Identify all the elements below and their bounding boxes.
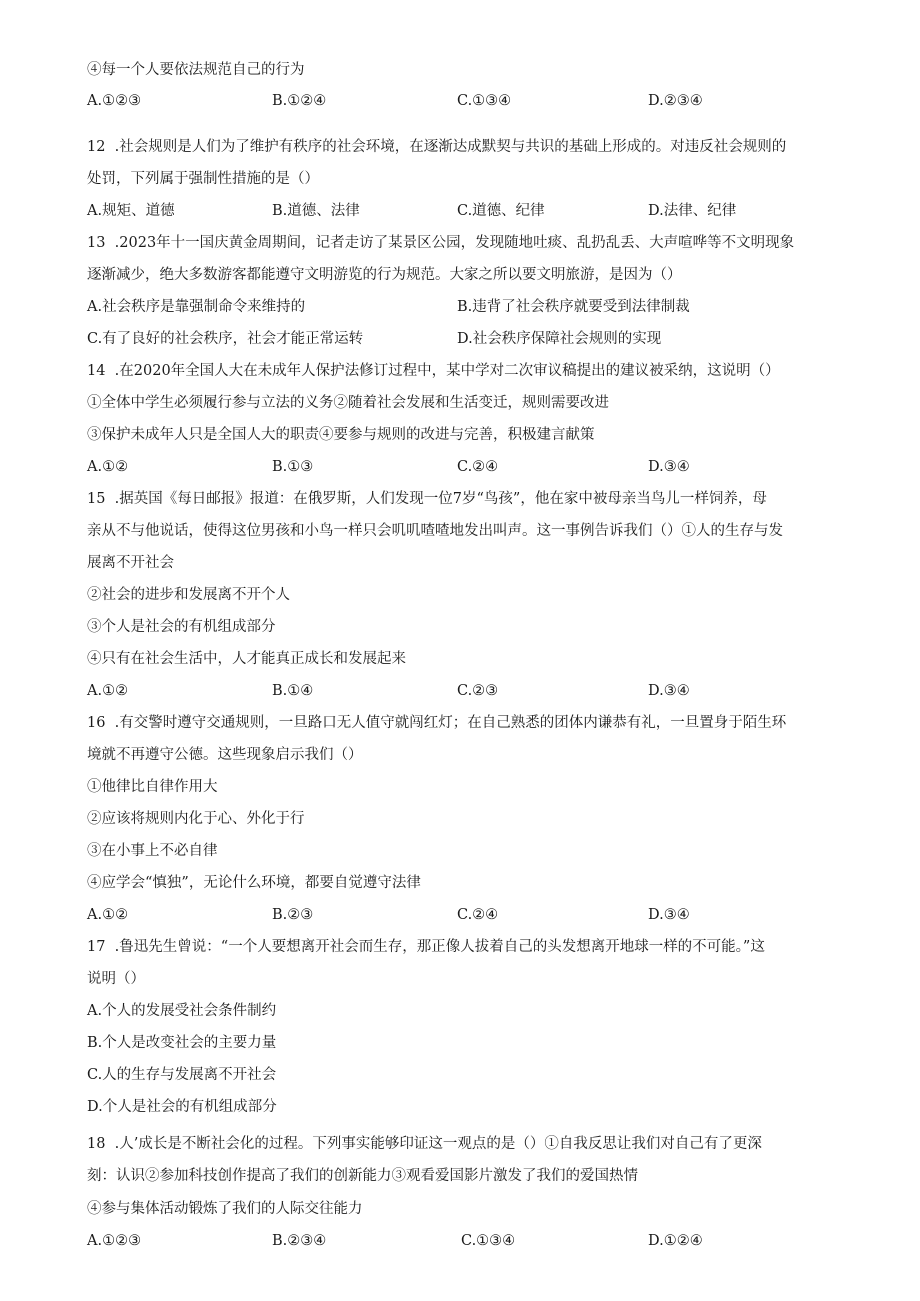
q16-option-d: D.③④ — [648, 907, 690, 923]
q13-option-a: A.社会秩序是靠强制命令来维持的 — [87, 299, 306, 315]
q11-option-c: C.①③④ — [457, 93, 512, 109]
q11-option-a: A.①②③ — [87, 93, 142, 109]
q17-option-d: D.个人是社会的有机组成部分 — [87, 1099, 277, 1115]
q12-stem-line-1: 12 .社会规则是人们为了维护有秩序的社会环境，在逐渐达成默契与共识的基础上形成的。对违反社会规则的 — [87, 139, 787, 155]
q14-option-d: D.③④ — [648, 459, 690, 475]
q18-stem-line-2: 刻：认识②参加科技创作提高了我们的创新能力③观看爱国影片激发了我们的爱国热情 — [87, 1168, 638, 1184]
q16-option-a: A.①② — [87, 907, 129, 923]
q18-option-b: B.②③④ — [272, 1233, 327, 1249]
q12-option-a: A.规矩、道德 — [87, 203, 175, 219]
q12-option-c: C.道德、纪律 — [457, 203, 545, 219]
q13-stem-line-1: 13 .2023年十一国庆黄金周期间，记者走访了某景区公园，发现随地吐痰、乱扔乱丢、大声喧哗等不文明现象 — [87, 235, 795, 251]
q16-options — [87, 905, 847, 925]
q16-statement-2: ②应该将规则内化于心、外化于行 — [87, 811, 305, 827]
q12-stem-line-2: 处罚，下列属于强制性措施的是（） — [87, 171, 319, 187]
q16-statement-3: ③在小事上不必自律 — [87, 843, 218, 859]
q11-option-d: D.②③④ — [648, 93, 703, 109]
q14-option-a: A.①② — [87, 459, 129, 475]
q15-stem-line-3: 展离不开社会 — [87, 555, 174, 571]
q18-statement-4: ④参与集体活动锻炼了我们的人际交往能力 — [87, 1201, 363, 1217]
q16-stem-line-1: 16 .有交警时遵守交通规则，一旦路口无人值守就闯红灯；在自己熟悉的团体内谦恭有礼，一旦置身于陌生环 — [87, 715, 787, 731]
q14-statement-line-2: ③保护未成年人只是全国人大的职责④要参与规则的改进与完善，积极建言献策 — [87, 427, 595, 443]
q15-option-b: B.①④ — [272, 683, 314, 699]
q13-options-row-2 — [87, 329, 847, 349]
q13-option-c: C.有了良好的社会秩序，社会才能正常运转 — [87, 331, 364, 347]
q16-statement-4: ④应学会“慎独”，无论什么环境，都要自觉遵守法律 — [87, 875, 421, 891]
q13-option-b: B.违背了社会秩序就要受到法律制裁 — [457, 299, 690, 315]
q11-option-b: B.①②④ — [272, 93, 327, 109]
q15-statement-2: ②社会的进步和发展离不开个人 — [87, 587, 290, 603]
q18-option-c: C.①③④ — [461, 1233, 516, 1249]
q17-stem-line-2: 说明（） — [87, 971, 145, 987]
q16-statement-1: ①他律比自律作用大 — [87, 779, 218, 795]
q14-stem-line-1: 14 .在2020年全国人大在未成年人保护法修订过程中，某中学对二次审议稿提出的建议被采纳，这说明（） — [87, 363, 780, 379]
q16-option-b: B.②③ — [272, 907, 314, 923]
q12-option-d: D.法律、纪律 — [648, 203, 737, 219]
q14-statement-line-1: ①全体中学生必须履行参与立法的义务②随着社会发展和生活变迁，规则需要改进 — [87, 395, 609, 411]
q18-option-d: D.①②④ — [648, 1233, 703, 1249]
q18-option-a: A.①②③ — [87, 1233, 142, 1249]
q15-statement-3: ③个人是社会的有机组成部分 — [87, 619, 276, 635]
q17-stem-line-1: 17 .鲁迅先生曾说：“一个人要想离开社会而生存，那正像人拔着自己的头发想离开地球一样的不可能。”这 — [87, 939, 765, 955]
q15-options — [87, 681, 847, 701]
q12-option-b: B.道德、法律 — [272, 203, 360, 219]
q15-option-d: D.③④ — [648, 683, 690, 699]
q13-option-d: D.社会秩序保障社会规则的实现 — [457, 331, 662, 347]
q17-option-c: C.人的生存与发展离不开社会 — [87, 1067, 277, 1083]
q16-option-c: C.②④ — [457, 907, 499, 923]
q15-option-c: C.②③ — [457, 683, 499, 699]
q17-option-a: A.个人的发展受社会条件制约 — [87, 1003, 277, 1019]
q18-stem-line-1: 18 .人’成长是不断社会化的过程。下列事实能够印证这一观点的是（）①自我反思让我们对自己有了更深 — [87, 1136, 762, 1152]
q14-options — [87, 457, 847, 477]
q17-option-b: B.个人是改变社会的主要力量 — [87, 1035, 277, 1051]
q15-stem-line-2: 亲从不与他说话，使得这位男孩和小鸟一样只会叽叽喳喳地发出叫声。这一事例告诉我们（）①人的生存与发 — [87, 523, 783, 539]
q15-option-a: A.①② — [87, 683, 129, 699]
q14-option-b: B.①③ — [272, 459, 314, 475]
q14-option-c: C.②④ — [457, 459, 499, 475]
q16-stem-line-2: 境就不再遵守公德。这些现象启示我们（） — [87, 747, 363, 763]
q11-options — [87, 91, 847, 111]
q15-statement-4: ④只有在社会生活中，人才能真正成长和发展起来 — [87, 651, 406, 667]
q13-stem-line-2: 逐渐减少，绝大多数游客都能遵守文明游览的行为规范。大家之所以要文明旅游，是因为（） — [87, 267, 682, 283]
q15-stem-line-1: 15 .据英国《每日邮报》报道：在俄罗斯，人们发现一位7岁“鸟孩”，他在家中被母亲当鸟儿一样饲养，母 — [87, 491, 767, 507]
q18-options — [87, 1231, 847, 1251]
q13-options-row-1 — [87, 297, 847, 317]
q11-statement-4: ④每一个人要依法规范自己的行为 — [87, 62, 305, 78]
q12-options — [87, 201, 847, 221]
